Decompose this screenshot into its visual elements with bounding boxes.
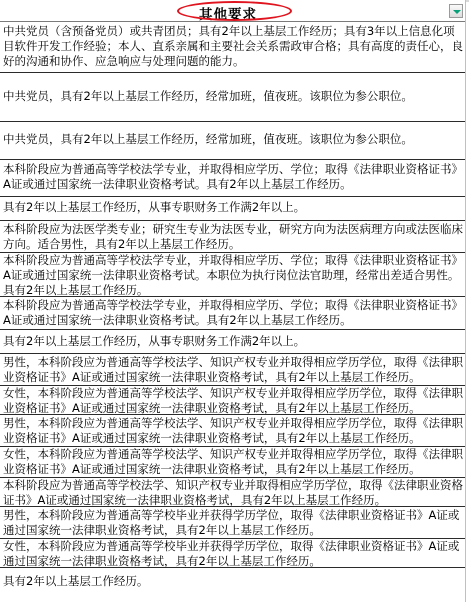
requirement-cell[interactable]: 男性，本科阶段应为普通高等学校法学、知识产权专业并取得相应学历学位，取得《法律职业资格证书》A证或通过国家统一法律职业资格考试，具有2年以上基层工作经历。 [3,416,463,445]
table-row[interactable] [0,354,465,386]
table-row[interactable] [0,415,465,447]
requirement-cell[interactable]: 本科阶段应为普通高等学校法学专业，并取得相应学历、学位；取得《法律职业资格证书》A证或通过国家统一法律职业资格考试。具有2年以上基层工作经历。 [3,162,463,191]
table-row[interactable] [0,122,465,160]
requirement-cell[interactable]: 具有2年以上基层工作经历，从事专职财务工作满2年以上。 [3,334,306,348]
column-header-cell[interactable] [0,0,465,22]
requirement-cell[interactable]: 中共党员（含预备党员）或共青团员；具有2年以上基层工作经历；具有3年以上信息化项目软件开发工作经验；本人、直系亲属和主要社会关系需政审合格；具有高度的责任心，良好的沟通和协作、应急响应与处理问题的能力。 [3,24,463,68]
requirement-cell[interactable]: 本科阶段应为普通高等学校法学、知识产权专业并取得相应学历学位，取得《法律职业资格证书》A证或通过国家统一法律职业资格考试，具有2年以上基层工作经历。 [3,478,463,507]
table-row[interactable] [0,73,465,122]
requirement-cell[interactable]: 本科阶段应为法医学类专业；研究生专业为法医专业，研究方向为法医病理方向或法医临床方向。适合男性，具有2年以上基层工作经历。 [3,222,463,251]
table-row[interactable] [0,386,465,415]
table-row[interactable] [0,297,465,330]
column-gridline [465,0,466,602]
requirement-cell[interactable]: 女性，本科阶段应为普通高等学校毕业并获得学历学位，取得《法律职业资格证书》A证或通过国家统一法律职业资格考试，具有2年以上基层工作经历。 [3,539,460,568]
requirement-cell[interactable]: 中共党员，具有2年以上基层工作经历，经常加班，值夜班。该职位为参公职位。 [3,89,413,103]
table-row[interactable] [0,160,465,197]
requirement-cell[interactable]: 本科阶段应为普通高等学校法学专业，并取得相应学历、学位；取得《法律职业资格证书》A证或通过国家统一法律职业资格考试。本职位为执行岗位法官助理，经常出差适合男性。具有2年以上基层工作经历。 [3,253,463,297]
requirement-cell[interactable]: 中共党员，具有2年以上基层工作经历，经常加班，值夜班。该职位为参公职位。 [3,132,413,146]
requirement-cell[interactable]: 女性，本科阶段应为普通高等学校法学、知识产权专业并取得相应学历学位，取得《法律职业资格证书》A证或通过国家统一法律职业资格考试，具有2年以上基层工作经历。 [3,386,463,415]
table-row[interactable] [0,478,465,507]
requirement-cell[interactable]: 具有2年以上基层工作经历。 [3,574,149,588]
table-row[interactable] [0,447,465,478]
table-row[interactable] [0,253,465,297]
filter-dropdown-icon[interactable] [449,4,463,18]
table-row[interactable] [0,221,465,253]
requirement-cell[interactable]: 女性，本科阶段应为普通高等学校法学、知识产权专业并取得相应学历学位，取得《法律职业资格证书》A证或通过国家统一法律职业资格考试，具有2年以上基层工作经历。 [3,447,463,476]
column-header-title: 其他要求 [199,7,257,23]
requirement-cell[interactable]: 男性，本科阶段应为普通高等学校法学、知识产权专业并取得相应学历学位，取得《法律职业资格证书》A证或通过国家统一法律职业资格考试，具有2年以上基层工作经历。 [3,355,463,384]
table-row[interactable] [0,507,465,539]
table-row[interactable] [0,330,465,354]
red-highlight-oval [177,1,292,21]
requirement-cell[interactable]: 具有2年以上基层工作经历，从事专职财务工作满2年以上。 [3,200,306,214]
table-row[interactable] [0,22,465,73]
requirement-cell[interactable]: 本科阶段应为普通高等学校法学专业，并取得相应学历、学位；取得《法律职业资格证书》A证或通过国家统一法律职业资格考试。具有2年以上基层工作经历。 [3,298,463,327]
table-row[interactable] [0,539,465,568]
requirement-cell[interactable]: 男性，本科阶段应为普通高等学校毕业并获得学历学位，取得《法律职业资格证书》A证或通过国家统一法律职业资格考试，具有2年以上基层工作经历。 [3,508,460,537]
table-row[interactable] [0,568,465,602]
table-row[interactable] [0,197,465,221]
